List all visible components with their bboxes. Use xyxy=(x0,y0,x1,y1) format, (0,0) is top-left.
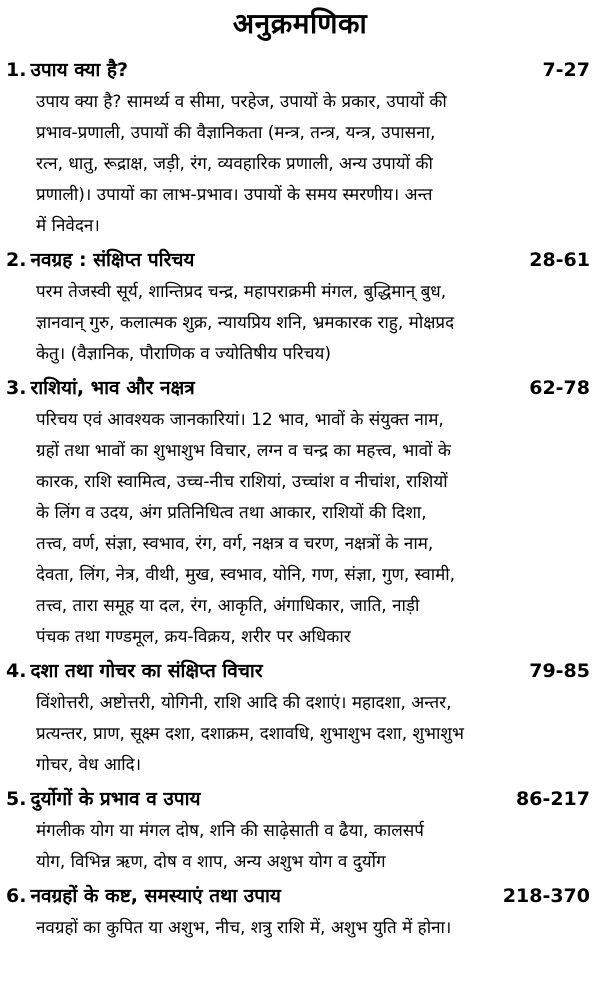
description-line: गोचर, वेध आदि। xyxy=(36,755,142,775)
description-line: रत्न, धातु, रूद्राक्ष, जड़ी, रंग, व्यवहारिक प्रणाली, अन्य उपायों की xyxy=(36,154,433,174)
entry-heading-text: राशियां, भाव और नक्षत्र xyxy=(30,377,195,399)
entry-description xyxy=(6,87,594,242)
entry-heading-row xyxy=(6,655,594,688)
description-line: नवग्रहों का कुपित या अशुभ, नीच, शत्रु राशि में, अशुभ युति में होना। xyxy=(36,918,452,938)
entry-description xyxy=(6,405,594,653)
entry-description xyxy=(6,816,594,878)
entry-heading-text: दुर्योगों के प्रभाव व उपाय xyxy=(30,788,201,810)
description-line: मंगलीक योग या मंगल दोष, शनि की साढ़ेसाती व ढैया, कालसर्प xyxy=(36,821,424,841)
entry-heading xyxy=(6,372,195,405)
entry-description xyxy=(6,688,594,781)
contents-entry xyxy=(6,655,594,781)
contents-entry xyxy=(6,880,594,944)
page-title: अनुक्रमणिका xyxy=(232,7,368,40)
entry-heading-row xyxy=(6,244,594,277)
entry-heading-row xyxy=(6,54,594,87)
description-line: में निवेदन। xyxy=(36,216,100,236)
description-line: पंचक तथा गण्डमूल, क्रय-विक्रय, शरीर पर अधिकार xyxy=(36,627,351,647)
contents-entry xyxy=(6,372,594,653)
entry-heading xyxy=(6,783,201,816)
description-line: ज्ञानवान् गुरु, कलात्मक शुक्र, न्यायप्रिय शनि, भ्रमकारक राहु, मोक्षप्रद xyxy=(36,313,455,333)
description-line: तत्त्व, तारा समूह या दल, रंग, आकृति, अंगाधिकार, जाति, नाड़ी xyxy=(36,596,420,616)
entry-number: 2. xyxy=(6,249,27,271)
description-line: केतु। (वैज्ञानिक, पौराणिक व ज्योतिषीय परिचय) xyxy=(36,344,331,364)
description-line: परम तेजस्वी सूर्य, शान्तिप्रद चन्द्र, महापराक्रमी मंगल, बुद्धिमान् बुध, xyxy=(36,282,447,302)
entry-page-range: 7-27 xyxy=(542,59,590,81)
entry-page-range: 79-85 xyxy=(529,660,590,682)
description-line: देवता, लिंग, नेत्र, वीथी, मुख, स्वभाव, योनि, गण, संज्ञा, गुण, स्वामी, xyxy=(36,565,456,585)
description-line: परिचय एवं आवश्यक जानकारियां। 12 भाव, भावों के संयुक्त नाम, xyxy=(36,410,444,430)
contents-list xyxy=(6,54,594,944)
entry-heading-text: नवग्रहों के कष्ट, समस्याएं तथा उपाय xyxy=(30,885,281,907)
description-line: तत्त्व, वर्ण, संज्ञा, स्वभाव, रंग, वर्ग, नक्षत्र व चरण, नक्षत्रों के नाम, xyxy=(36,534,434,554)
description-line: प्रत्यन्तर, प्राण, सूक्ष्म दशा, दशाक्रम, दशावधि, शुभाशुभ दशा, शुभाशुभ xyxy=(36,724,464,744)
entry-number: 4. xyxy=(6,660,27,682)
entry-heading-row xyxy=(6,783,594,816)
description-line: योग, विभिन्न ऋण, दोष व शाप, अन्य अशुभ योग व दुर्योग xyxy=(36,852,386,872)
description-line: प्रभाव-प्रणाली, उपायों की वैज्ञानिकता (मन्त्र, तन्त्र, यन्त्र, उपासना, xyxy=(36,123,436,143)
description-line: विंशोत्तरी, अष्टोत्तरी, योगिनी, राशि आदि की दशाएं। महादशा, अन्तर, xyxy=(36,693,452,713)
entry-heading xyxy=(6,244,194,277)
entry-heading-row xyxy=(6,372,594,405)
entry-number: 3. xyxy=(6,377,27,399)
entry-number: 6. xyxy=(6,885,27,907)
entry-number: 1. xyxy=(6,59,27,81)
entry-heading xyxy=(6,655,263,688)
entry-heading xyxy=(6,880,281,913)
entry-heading-text: नवग्रह : संक्षिप्त परिचय xyxy=(30,249,195,271)
entry-description xyxy=(6,277,594,370)
contents-entry xyxy=(6,783,594,878)
description-line: प्रणाली)। उपायों का लाभ-प्रभाव। उपायों के समय स्मरणीय। अन्त xyxy=(36,185,433,205)
entry-page-range: 86-217 xyxy=(516,788,590,810)
description-line: कारक, राशि स्वामित्व, उच्च-नीच राशियां, उच्चांश व नीचांश, राशियों xyxy=(36,472,448,492)
entry-heading xyxy=(6,54,128,87)
entry-page-range: 28-61 xyxy=(529,249,590,271)
contents-entry xyxy=(6,54,594,242)
description-line: के लिंग व उदय, अंग प्रतिनिधित्व तथा आकार, राशियों की दिशा, xyxy=(36,503,427,523)
contents-entry xyxy=(6,244,594,370)
description-line: उपाय क्या है? सामर्थ्य व सीमा, परहेज, उपायों के प्रकार, उपायों की xyxy=(36,92,447,112)
description-line: ग्रहों तथा भावों का शुभाशुभ विचार, लग्न व चन्द्र का महत्त्व, भावों के xyxy=(36,441,451,461)
entry-number: 5. xyxy=(6,788,27,810)
entry-description xyxy=(6,913,594,944)
entry-heading-text: दशा तथा गोचर का संक्षिप्त विचार xyxy=(30,660,263,682)
entry-page-range: 218-370 xyxy=(502,885,590,907)
entry-heading-text: उपाय क्या है? xyxy=(30,59,129,81)
entry-heading-row xyxy=(6,880,594,913)
entry-page-range: 62-78 xyxy=(529,377,590,399)
